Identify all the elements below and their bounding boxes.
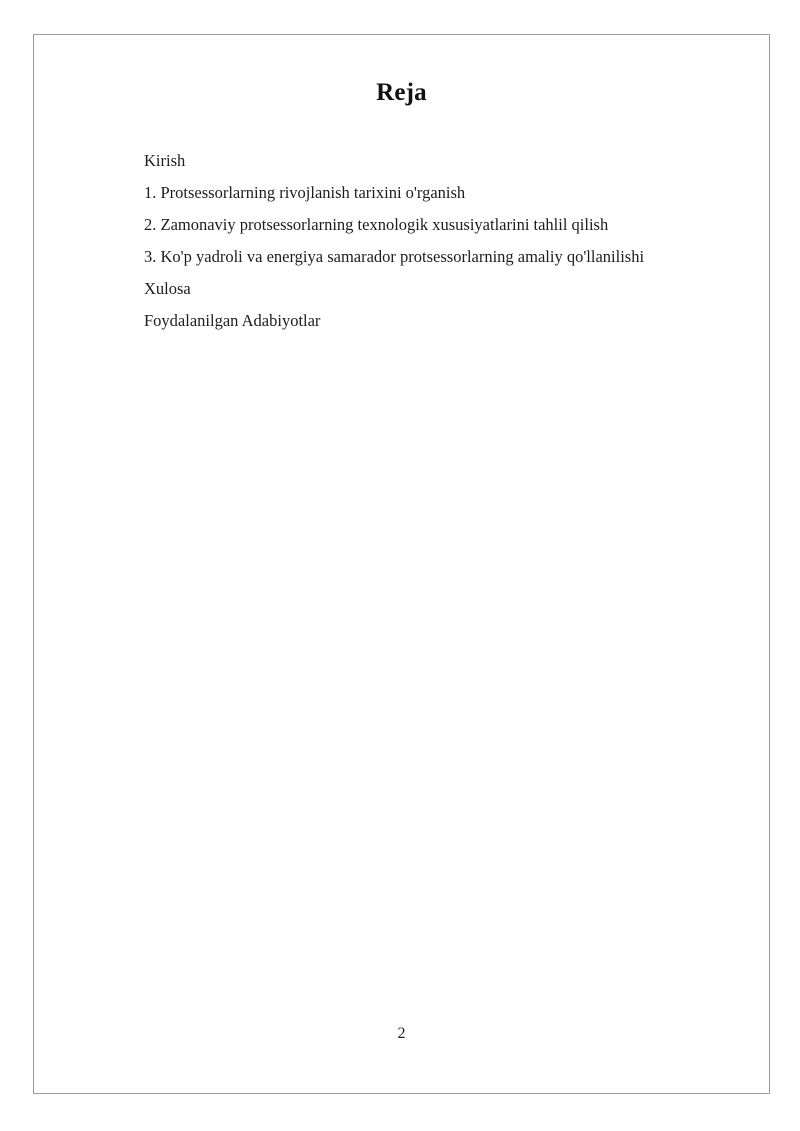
page-title: Reja [376, 79, 427, 106]
list-item: Kirish [144, 151, 186, 170]
page-frame [33, 34, 770, 1094]
list-item: Xulosa [144, 279, 191, 298]
list-item: Foydalanilgan Adabiyotlar [144, 311, 321, 330]
list-item: 2. Zamonaviy protsessorlarning texnologik xususiyatlarini tahlil qilish [144, 215, 609, 234]
list-item: 3. Ko'p yadroli va energiya samarador protsessorlarning amaliy qo'llanilishi [144, 247, 645, 266]
list-item: 1. Protsessorlarning rivojlanish tarixini o'rganish [144, 183, 466, 202]
table-of-contents [144, 145, 744, 337]
page-number: 2 [397, 1025, 406, 1042]
